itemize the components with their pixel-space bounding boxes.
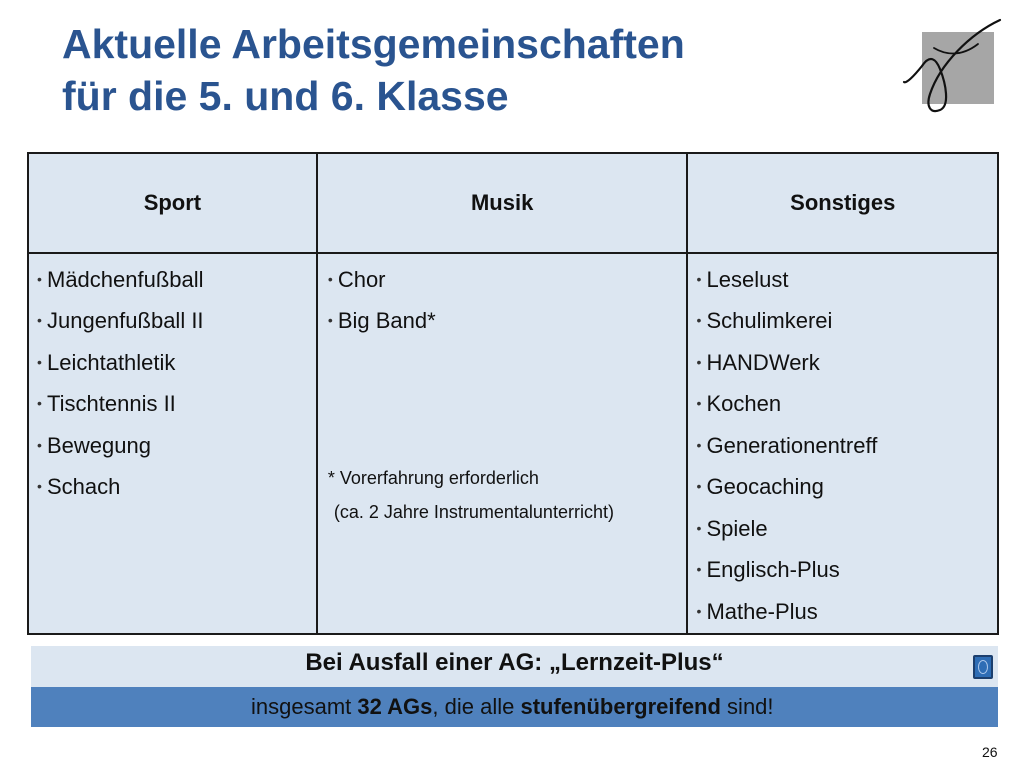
- bullet-icon: •: [37, 353, 42, 370]
- list-item: • Englisch-Plus: [696, 550, 997, 591]
- bullet-icon: •: [37, 312, 42, 329]
- list-item: • Mathe-Plus: [696, 592, 997, 633]
- bullet-icon: •: [327, 312, 333, 329]
- ag-table: [27, 152, 999, 635]
- sonstiges-list: [688, 260, 997, 633]
- list-item: • Tischtennis II: [37, 384, 316, 425]
- footnote-line-1: * Vorerfahrung erforderlich: [327, 467, 539, 488]
- footnote-line-2: (ca. 2 Jahre Instrumentalunterricht): [333, 501, 614, 522]
- summary-bold: stufenübergreifend: [520, 694, 721, 719]
- bullet-icon: •: [37, 270, 42, 287]
- action-button-glyph: [978, 660, 988, 674]
- list-item: • Big Band*: [328, 301, 687, 342]
- list-item: • Schach: [37, 467, 316, 508]
- action-button-icon[interactable]: [973, 655, 993, 679]
- list-item: • Geocaching: [696, 467, 997, 508]
- summary-count: 32 AGs: [357, 694, 433, 719]
- header-musik: Musik: [317, 153, 688, 253]
- list-item: • Mädchenfußball: [37, 260, 316, 301]
- cell-sonstiges: [687, 253, 998, 634]
- sport-list: [29, 260, 316, 509]
- musik-list: [318, 260, 687, 343]
- list-item: • Jungenfußball II: [37, 301, 316, 342]
- slide-title: [62, 18, 685, 122]
- bullet-icon: •: [696, 561, 702, 578]
- summary-banner: [31, 687, 998, 727]
- cell-musik: [317, 253, 688, 634]
- list-item: • Spiele: [696, 509, 997, 550]
- list-item: • HANDWerk: [696, 343, 997, 384]
- lernzeit-headline: Bei Ausfall einer AG: „Lernzeit-Plus“: [305, 649, 724, 676]
- title-line-2: für die 5. und 6. Klasse: [62, 73, 509, 119]
- bullet-icon: •: [327, 270, 333, 287]
- bullet-icon: •: [696, 353, 702, 370]
- bullet-icon: •: [696, 478, 702, 495]
- cell-sport: [28, 253, 317, 634]
- list-item: • Schulimkerei: [696, 301, 997, 342]
- bullet-icon: •: [696, 270, 702, 287]
- summary-text: insgesamt 32 AGs, die alle stufenübergreifend sind!: [251, 694, 774, 719]
- list-item: • Generationentreff: [696, 426, 997, 467]
- bullet-icon: •: [37, 436, 42, 453]
- table-row: [28, 253, 998, 634]
- header-sport: Sport: [28, 153, 317, 253]
- list-item: • Leichtathletik: [37, 343, 316, 384]
- bullet-icon: •: [696, 519, 702, 536]
- title-line-1: Aktuelle Arbeitsgemeinschaften: [62, 21, 685, 67]
- bullet-icon: •: [696, 436, 702, 453]
- bullet-icon: •: [696, 602, 702, 619]
- signature-logo-icon: [900, 14, 1010, 118]
- list-item: • Kochen: [696, 384, 997, 425]
- list-item: • Leselust: [696, 260, 997, 301]
- musik-footnote: [328, 461, 687, 529]
- bullet-icon: •: [37, 478, 42, 495]
- table-header-row: [28, 153, 998, 253]
- header-sonstiges: Sonstiges: [687, 153, 998, 253]
- bullet-icon: •: [696, 312, 702, 329]
- bullet-icon: •: [37, 395, 42, 412]
- bullet-icon: •: [696, 395, 702, 412]
- lernzeit-banner: [31, 646, 998, 687]
- page-number: 26: [982, 744, 998, 760]
- list-item: • Chor: [328, 260, 687, 301]
- list-item: • Bewegung: [37, 426, 316, 467]
